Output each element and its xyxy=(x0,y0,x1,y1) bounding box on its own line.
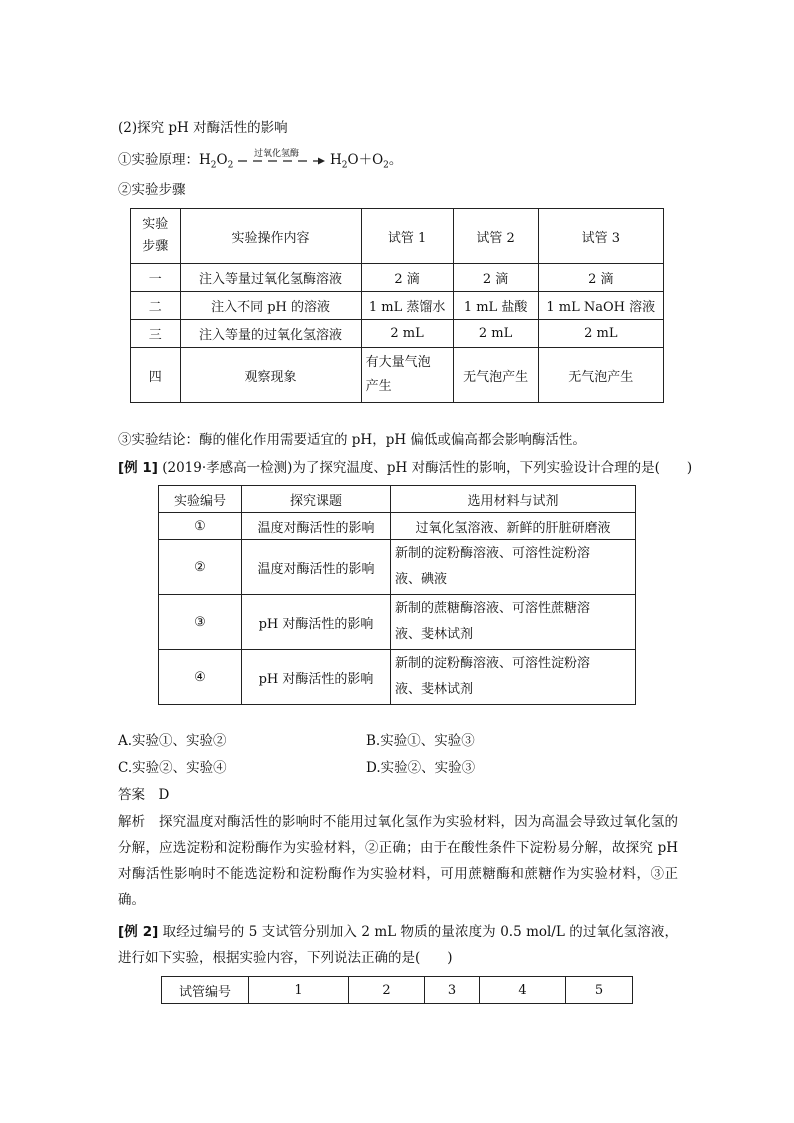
table-cell: 新制的淀粉酶溶液、可溶性淀粉溶 液、碘液 xyxy=(391,540,636,595)
table-header-cell: 试管编号 xyxy=(162,977,249,1004)
principle-label: ①实验原理：H xyxy=(118,152,211,168)
table-row xyxy=(131,264,664,292)
table-cell: 1 xyxy=(249,977,349,1004)
principle-line xyxy=(118,150,233,176)
product-sub: 2 xyxy=(341,160,348,171)
table-cell: 二 xyxy=(131,292,181,320)
table-cell: 注入等量过氧化氢酶溶液 xyxy=(180,264,361,292)
table-cell: 2 mL xyxy=(453,320,538,348)
table-row xyxy=(159,540,636,595)
product-sub2: 2 xyxy=(383,160,389,171)
steps-header-cell: 试管 2 xyxy=(453,209,538,264)
table-cell: 三 xyxy=(131,320,181,348)
option-a: A.实验①、实验② xyxy=(118,733,227,749)
steps-table xyxy=(130,208,664,403)
table-cell: 2 滴 xyxy=(453,264,538,292)
dashed-arrow-icon xyxy=(236,152,326,166)
example1-tag: [例 1] xyxy=(118,460,158,476)
table-row xyxy=(131,348,664,403)
table-cell: ③ xyxy=(159,595,242,650)
analysis-text: 解析 探究温度对酶活性的影响时不能用过氧化氢作为实验材料，因为高温会导致过氧化氢的分解，应选淀粉和淀粉酶作为实验材料，②正确；由于在酸性条件下淀粉易分解，故探究 pH 对酶活性影响时不能选淀粉和淀粉酶作为实验材料，可用蔗糖酶和蔗糖作为实验材料，③正确。 xyxy=(118,814,678,908)
table-row xyxy=(159,513,636,540)
reaction-arrow xyxy=(236,146,326,168)
option-d: D.实验②、实验③ xyxy=(366,760,476,776)
table-cell: 过氧化氢溶液、新鲜的肝脏研磨液 xyxy=(391,513,636,540)
steps-header-cell: 试管 1 xyxy=(361,209,453,264)
catalyst-label: 过氧化氢酶 xyxy=(254,149,300,159)
table-cell: 注入等量的过氧化氢溶液 xyxy=(180,320,361,348)
steps-header-cell: 实验 步骤 xyxy=(131,209,181,264)
table-cell: 无气泡产生 xyxy=(538,348,663,403)
table-cell: pH 对酶活性的影响 xyxy=(242,595,391,650)
table-cell: 5 xyxy=(566,977,633,1004)
example1-header-row xyxy=(159,486,636,513)
table-cell: 无气泡产生 xyxy=(453,348,538,403)
section-heading-ph: (2)探究 pH 对酶活性的影响 xyxy=(118,120,288,136)
table-cell: ② xyxy=(159,540,242,595)
principle-sub2: 2 xyxy=(227,160,234,171)
example2-table xyxy=(161,976,633,1004)
example1-question xyxy=(118,458,692,478)
table-cell: ④ xyxy=(159,650,242,705)
steps-header-row xyxy=(131,209,664,264)
steps-header-cell: 实验操作内容 xyxy=(180,209,361,264)
table-cell: 2 滴 xyxy=(538,264,663,292)
table-cell: 新制的蔗糖酶溶液、可溶性蔗糖溶 液、斐林试剂 xyxy=(391,595,636,650)
table-cell: 新制的淀粉酶溶液、可溶性淀粉溶 液、斐林试剂 xyxy=(391,650,636,705)
table-cell: 1 mL 蒸馏水 xyxy=(361,292,453,320)
table-cell: 温度对酶活性的影响 xyxy=(242,540,391,595)
option-c: C.实验②、实验④ xyxy=(118,760,227,776)
example2-question-text: 取经过编号的 5 支试管分别加入 2 mL 物质的量浓度为 0.5 mol/L 的过氧化氢溶液，进行如下实验，根据实验内容，下列说法正确的是( ) xyxy=(118,924,678,966)
example1-table xyxy=(158,485,636,705)
product-h: H xyxy=(330,152,342,168)
table-cell: 四 xyxy=(131,348,181,403)
table-cell: 一 xyxy=(131,264,181,292)
table-cell: 4 xyxy=(480,977,566,1004)
table-header-cell: 选用材料与试剂 xyxy=(391,486,636,513)
table-row xyxy=(159,595,636,650)
example1-question-text: (2019·孝感高一检测)为了探究温度、pH 对酶活性的影响，下列实验设计合理的是( ) xyxy=(162,460,693,476)
principle-sub: 2 xyxy=(210,160,217,171)
example2-question xyxy=(118,919,678,971)
table-cell: 温度对酶活性的影响 xyxy=(242,513,391,540)
table-cell: 2 mL xyxy=(361,320,453,348)
table-row xyxy=(159,650,636,705)
table-cell: 1 mL NaOH 溶液 xyxy=(538,292,663,320)
table-row xyxy=(131,292,664,320)
table-row xyxy=(131,320,664,348)
table-cell: 1 mL 盐酸 xyxy=(453,292,538,320)
table-cell: 注入不同 pH 的溶液 xyxy=(180,292,361,320)
product-rest: O＋O xyxy=(347,152,384,168)
table-cell: pH 对酶活性的影响 xyxy=(242,650,391,705)
principle-product xyxy=(330,150,402,176)
table-header-cell: 实验编号 xyxy=(159,486,242,513)
conclusion-text: ③实验结论：酶的催化作用需要适宜的 pH，pH 偏低或偏高都会影响酶活性。 xyxy=(118,432,586,448)
steps-heading: ②实验步骤 xyxy=(118,182,186,198)
principle-o: O xyxy=(216,152,228,168)
table-cell: 3 xyxy=(425,977,480,1004)
table-cell: 有大量气泡 产生 xyxy=(361,348,453,403)
table-cell: ① xyxy=(159,513,242,540)
steps-header-cell: 试管 3 xyxy=(538,209,663,264)
table-header-cell: 探究课题 xyxy=(242,486,391,513)
table-cell: 观察现象 xyxy=(180,348,361,403)
table-cell: 2 xyxy=(349,977,425,1004)
table-cell: 2 mL xyxy=(538,320,663,348)
table-row xyxy=(162,977,633,1004)
table-cell: 2 滴 xyxy=(361,264,453,292)
answer-text: 答案 D xyxy=(118,787,170,803)
example2-tag: [例 2] xyxy=(118,924,159,940)
option-b: B.实验①、实验③ xyxy=(366,733,475,749)
product-end: 。 xyxy=(388,152,403,168)
